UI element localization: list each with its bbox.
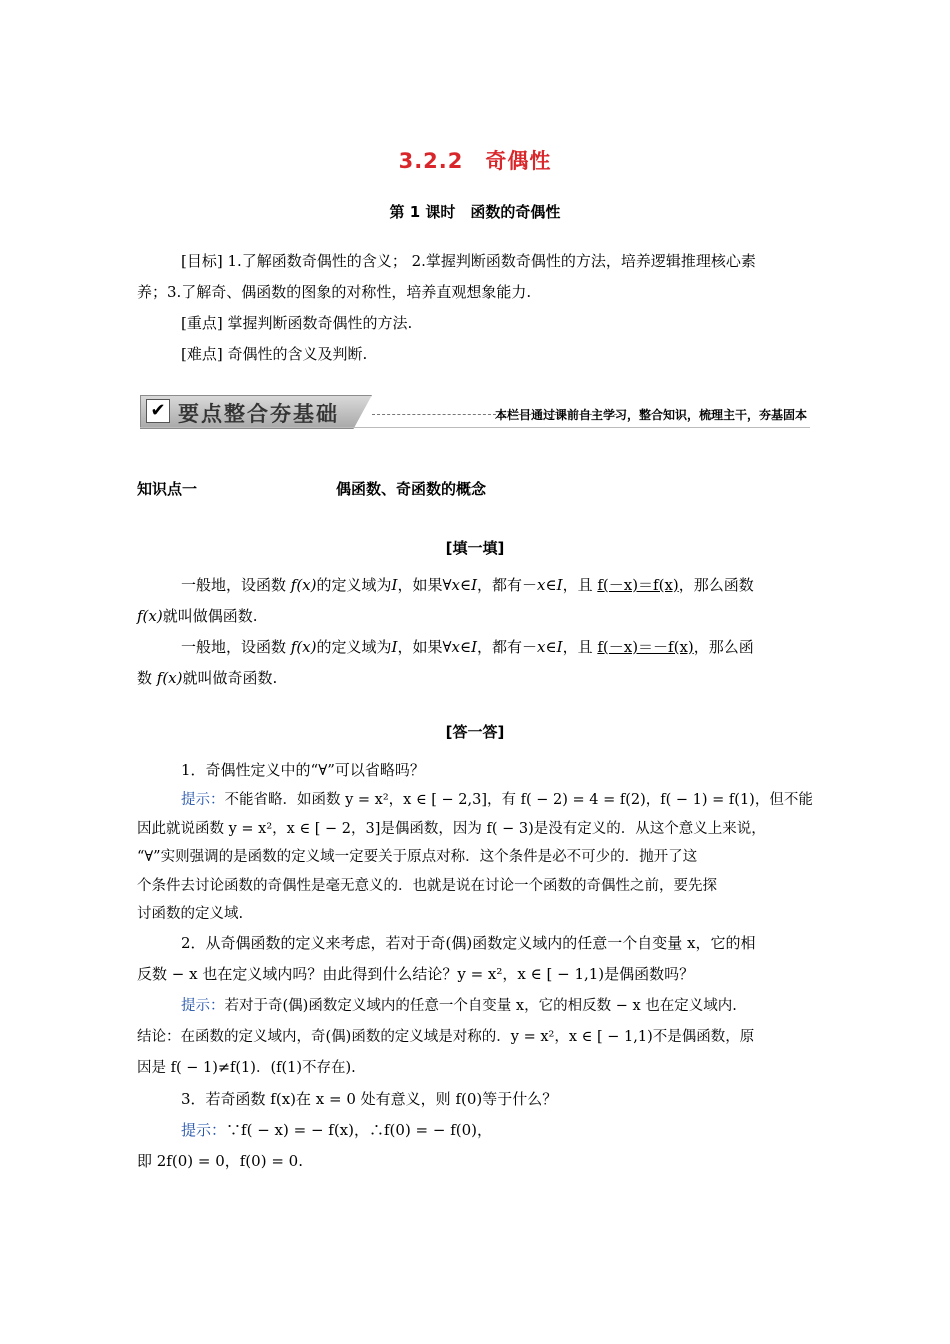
text: ，那么函数: [678, 576, 754, 594]
even-condition: f(－x)＝f(x): [597, 576, 679, 594]
banner-label: 要点整合夯基础: [178, 402, 339, 426]
target-text-1: 1.了解函数奇偶性的含义；: [227, 252, 407, 270]
question-2: [137, 928, 815, 990]
even-definition: [137, 570, 815, 632]
answer-2: [137, 991, 815, 1084]
hint-label: 提示：: [181, 1121, 227, 1139]
math-fx: f(x): [290, 576, 317, 594]
answer-3: [137, 1115, 815, 1177]
math-x: x: [537, 576, 546, 594]
answer-heading: [答一答]: [445, 723, 505, 741]
text: ，如果∀: [397, 638, 452, 656]
text: 数: [137, 669, 157, 687]
difficulty-tag: [难点]: [181, 345, 223, 363]
hint-label: 提示：: [181, 998, 225, 1014]
answer-text: 因是 f( − 1)≠f(1)．(f(1)不存在).: [137, 1060, 356, 1076]
text: ，都有－: [477, 638, 538, 656]
text: 就叫做奇函数.: [182, 669, 278, 687]
math-fx: f(x): [290, 638, 317, 656]
objectives-focus: [137, 308, 815, 339]
objectives-target-cont: 养；3.了解奇、偶函数的图象的对称性，培养直观想象能力.: [137, 283, 532, 301]
banner-rule: [140, 427, 810, 428]
focus-text: 掌握判断函数奇偶性的方法.: [227, 314, 413, 332]
answer-text: “∀”实则强调的是函数的定义域一定要关于原点对称．这个条件是必不可少的．抛开了这: [137, 849, 698, 865]
answer-text: 即 2f(0) = 0，f(0) = 0.: [137, 1152, 303, 1170]
math-i: I: [471, 638, 478, 656]
answer-text: 若对于奇(偶)函数定义域内的任意一个自变量 x，它的相反数 − x 也在定义域内.: [224, 998, 737, 1014]
answer-text: 讨函数的定义域.: [137, 906, 244, 922]
knowledge-point-label: 知识点一: [137, 480, 198, 498]
answer-1: [137, 786, 815, 929]
question-text: 2．从奇偶函数的定义来考虑，若对于奇(偶)函数定义域内的任意一个自变量 x，它的相: [181, 934, 756, 952]
target-text-2: 2.掌握判断函数奇偶性的方法，培养逻辑推理核心素: [411, 252, 756, 270]
check-icon: ✔: [146, 399, 170, 423]
focus-tag: [重点]: [181, 314, 223, 332]
page-title: 3.2.2 奇偶性: [398, 149, 552, 173]
hint-label: 提示：: [181, 792, 225, 808]
math-i: I: [556, 576, 563, 594]
banner-note: 本栏目通过课前自主学习，整合知识，梳理主干，夯基固本: [495, 408, 808, 422]
answer-text: 个条件去讨论函数的奇偶性是毫无意义的．也就是说在讨论一个函数的奇偶性之前，要先探: [137, 877, 717, 894]
text: 一般地，设函数: [181, 576, 291, 594]
math-fx: f(x): [137, 607, 163, 625]
knowledge-point-title: 偶函数、奇函数的概念: [336, 480, 487, 498]
section-banner: [140, 395, 810, 429]
answer-text: ∵f( − x) = − f(x)，∴f(0) = − f(0)，: [226, 1121, 493, 1139]
text: ∈: [545, 638, 557, 656]
text: ，且: [562, 576, 598, 594]
math-x: x: [451, 576, 460, 594]
text: ，且: [562, 638, 598, 656]
answer-text: 因此就说函数 y = x²，x ∈ [ − 2，3]是偶函数，因为 f( − 3)是没有定义的．从这个意义上来说，: [137, 820, 766, 837]
answer-text: 结论：在函数的定义域内，奇(偶)函数的定义域是对称的．y = x²，x ∈ [ − 1,1)不是偶函数，原: [137, 1029, 755, 1045]
difficulty-text: 奇偶性的含义及判断.: [227, 345, 368, 363]
text: ∈: [459, 638, 472, 656]
target-tag: [目标]: [181, 252, 223, 270]
question-text: 反数 − x 也在定义域内吗？由此得到什么结论？y = x²，x ∈ [ − 1,1)是偶函数吗？: [137, 965, 695, 983]
text: ∈: [459, 576, 472, 594]
objectives-difficulty: [137, 339, 815, 370]
text: 的定义域为: [316, 576, 392, 594]
text: ，如果∀: [397, 576, 452, 594]
math-i: I: [391, 576, 398, 594]
objectives-target: [137, 246, 815, 277]
text: 一般地，设函数: [181, 638, 291, 656]
math-fx: f(x): [156, 669, 183, 687]
math-x: x: [537, 638, 546, 656]
fill-heading: [填一填]: [445, 539, 505, 557]
answer-text: 不能省略．如函数 y = x²，x ∈ [ − 2,3]，有 f( − 2) = 4 = f(2)，f( − 1) = f(1)，但不能: [224, 792, 813, 808]
math-i: I: [556, 638, 563, 656]
math-i: I: [471, 576, 478, 594]
text: ，那么函: [693, 638, 754, 656]
odd-condition: f(－x)＝－f(x): [597, 638, 694, 656]
text: ，都有－: [477, 576, 538, 594]
question-3: 3．若奇函数 f(x)在 x = 0 处有意义，则 f(0)等于什么？: [181, 1090, 558, 1108]
page-subtitle: 第 1 课时 函数的奇偶性: [389, 203, 561, 221]
math-i: I: [391, 638, 398, 656]
text: ∈: [545, 576, 557, 594]
math-x: x: [451, 638, 460, 656]
text: 就叫做偶函数.: [162, 607, 258, 625]
text: 的定义域为: [316, 638, 392, 656]
odd-definition: [137, 632, 815, 694]
question-1: 1．奇偶性定义中的“∀”可以省略吗？: [181, 761, 425, 779]
